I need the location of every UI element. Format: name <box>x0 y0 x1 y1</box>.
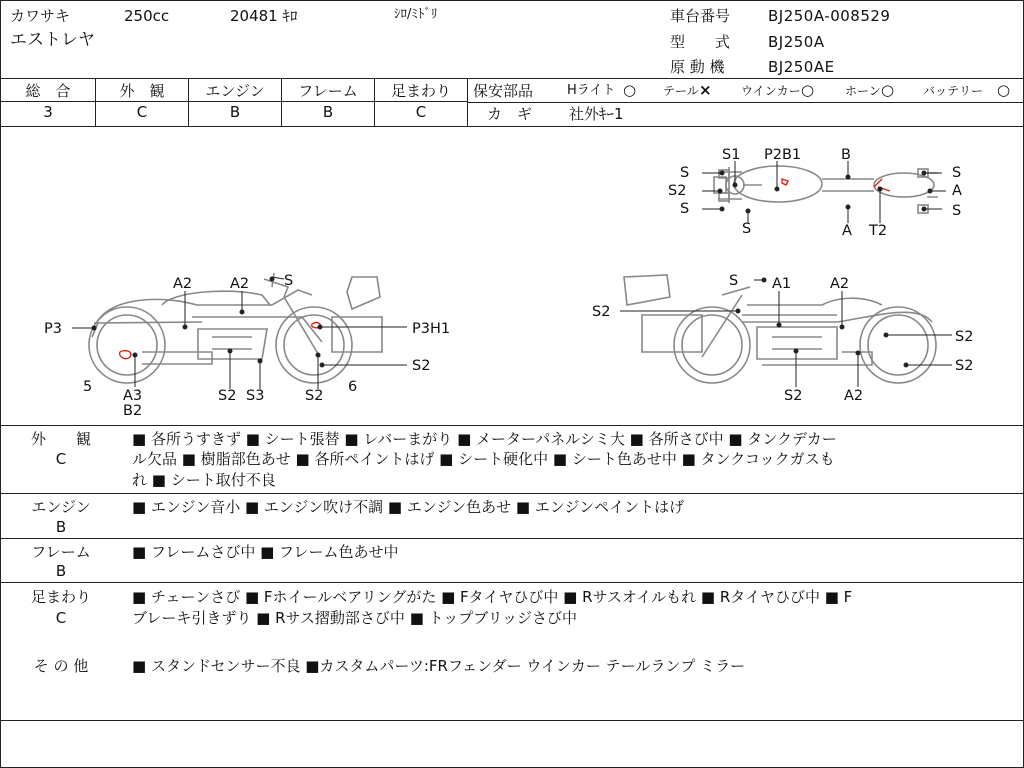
grade-value-frame: B <box>322 103 334 121</box>
diagram-label: S <box>952 165 962 181</box>
remark-title-frame: フレーム <box>31 543 91 561</box>
divider <box>468 102 1023 103</box>
grade-value-exterior: C <box>136 103 148 121</box>
grade-header-overall: 総 合 <box>25 82 71 100</box>
diagram-label: 5 <box>83 379 93 395</box>
safety-mark-horn: ○ <box>881 81 895 99</box>
diagram-label: S <box>952 203 962 219</box>
damage-mark <box>120 351 131 359</box>
engine-label: 原 動 機 <box>670 58 725 76</box>
remark-grade-suspension: C <box>55 609 67 627</box>
right-view-labels <box>592 273 973 404</box>
remark-line: ■ チェーンさび ■ Fホイールベアリングがた ■ Fタイヤひび中 ■ Rサスオイルもれ ■ Rタイヤひび中 ■ F <box>132 588 853 606</box>
diagram-label: A3 <box>123 388 143 404</box>
diagram-label: S1 <box>722 147 741 163</box>
divider <box>1 101 467 102</box>
left-view-labels <box>44 273 450 419</box>
remark-line: ■ 各所うすきず ■ シート張替 ■ レバーまがり ■ メーターパネルシミ大 ■ 各所さび中 ■ タンクデカー <box>132 430 837 448</box>
diagram-label: S2 <box>412 358 431 374</box>
remark-title-engine: エンジン <box>31 498 91 516</box>
diagram-label: S <box>284 273 294 289</box>
diagram-label: A2 <box>830 276 850 292</box>
remark-grade-engine: B <box>55 518 67 536</box>
safety-item-tail: テール <box>663 84 699 98</box>
diagram-label: A <box>952 183 962 199</box>
type-value: BJ250A <box>768 33 825 51</box>
top-view-motorcycle <box>714 166 938 213</box>
safety-item-battery: バッテリー <box>923 84 984 98</box>
grade-value-engine: B <box>229 103 241 121</box>
key-value: 社外ｷｰ1 <box>569 105 624 123</box>
remark-line: ブレーキ引きずり ■ Rサス摺動部さび中 ■ トップブリッジさび中 <box>132 609 577 627</box>
diagram-label: A1 <box>772 276 792 292</box>
divider <box>467 78 468 126</box>
divider <box>1 78 1023 79</box>
remark-line: ■ フレームさび中 ■ フレーム色あせ中 <box>132 543 399 561</box>
diagram-label: P3 <box>44 321 62 337</box>
diagram-label: T2 <box>869 223 888 239</box>
safety-mark-headlight: ○ <box>623 81 637 99</box>
remark-title-other: そ の 他 <box>33 657 89 675</box>
safety-item-headlight: Hライト <box>567 83 616 98</box>
diagram-label: S2 <box>955 358 974 374</box>
diagram-label: S <box>680 165 690 181</box>
maker: カワサキ <box>10 7 71 25</box>
model-name: エストレヤ <box>10 30 95 50</box>
divider <box>1 720 1023 721</box>
diagram-label: A2 <box>173 276 193 292</box>
remark-grade-exterior: C <box>55 450 67 468</box>
diagram-label: S2 <box>668 183 687 199</box>
damage-marks <box>120 179 890 359</box>
diagram-label: S2 <box>592 304 611 320</box>
remark-line: れ ■ シート取付不良 <box>132 471 276 489</box>
grade-header-exterior: 外 観 <box>119 82 165 100</box>
grade-header-frame: フレーム <box>298 82 358 100</box>
remark-title-suspension: 足まわり <box>30 588 91 606</box>
diagram-label: B2 <box>123 403 143 419</box>
safety-mark-winker: ○ <box>801 81 815 99</box>
diagram-label: P3H1 <box>412 321 451 337</box>
damage-diagram <box>2 127 1022 425</box>
diagram-label: S2 <box>955 329 974 345</box>
diagram-label: A <box>842 223 852 239</box>
safety-item-horn: ホーン <box>845 84 881 98</box>
header <box>2 2 1022 78</box>
type-label: 型 式 <box>670 33 731 51</box>
diagram-label: S2 <box>784 388 803 404</box>
remark-line: ル欠品 ■ 樹脂部色あせ ■ 各所ペイントはげ ■ シート硬化中 ■ シート色あせ中 ■ タンクコックガスも <box>132 450 835 468</box>
key-label: カ ギ <box>487 105 533 123</box>
remark-line: ■ スタンドセンサー不良 ■カスタムパーツ:FRフェンダー ウインカー テールランプ ミラー <box>132 657 746 675</box>
remark-title-exterior: 外 観 <box>30 430 91 448</box>
divider <box>1 425 1023 426</box>
remark-grade-frame: B <box>55 562 67 580</box>
diagram-label: S <box>680 201 690 217</box>
safety-mark-tail: × <box>699 81 712 99</box>
diagram-label: S <box>742 221 752 237</box>
displacement: 250cc <box>124 7 170 25</box>
divider <box>1 538 1023 539</box>
mileage: 20481 ｷﾛ <box>230 7 298 25</box>
diagram-label: S3 <box>246 388 265 404</box>
grade-value-overall: 3 <box>43 103 53 121</box>
grade-value-suspension: C <box>415 103 427 121</box>
color: ｼﾛ/ﾐﾄﾞﾘ <box>394 7 438 22</box>
diagram-label: A2 <box>844 388 864 404</box>
diagram-label: B <box>841 147 851 163</box>
grade-header-engine: エンジン <box>205 82 265 100</box>
remark-line: ■ エンジン音小 ■ エンジン吹け不調 ■ エンジン色あせ ■ エンジンペイントはげ <box>132 498 685 516</box>
diagram-label: 6 <box>348 379 358 395</box>
engine-value: BJ250AE <box>768 58 835 76</box>
motorcycle-diagram <box>2 127 1022 425</box>
safety-label: 保安部品 <box>473 82 534 100</box>
diagram-label: S2 <box>218 388 237 404</box>
divider <box>1 582 1023 583</box>
damage-mark <box>782 179 788 185</box>
safety-item-winker: ウインカー <box>741 84 801 98</box>
frame-no-label: 車台番号 <box>670 7 731 25</box>
grade-header-suspension: 足まわり <box>390 82 451 100</box>
safety-mark-battery: ○ <box>997 81 1011 99</box>
divider <box>1 493 1023 494</box>
diagram-label: S <box>729 273 739 289</box>
diagram-label: S2 <box>305 388 324 404</box>
diagram-label: P2B1 <box>764 147 802 163</box>
diagram-label: A2 <box>230 276 250 292</box>
frame-no: BJ250A-008529 <box>768 7 891 25</box>
